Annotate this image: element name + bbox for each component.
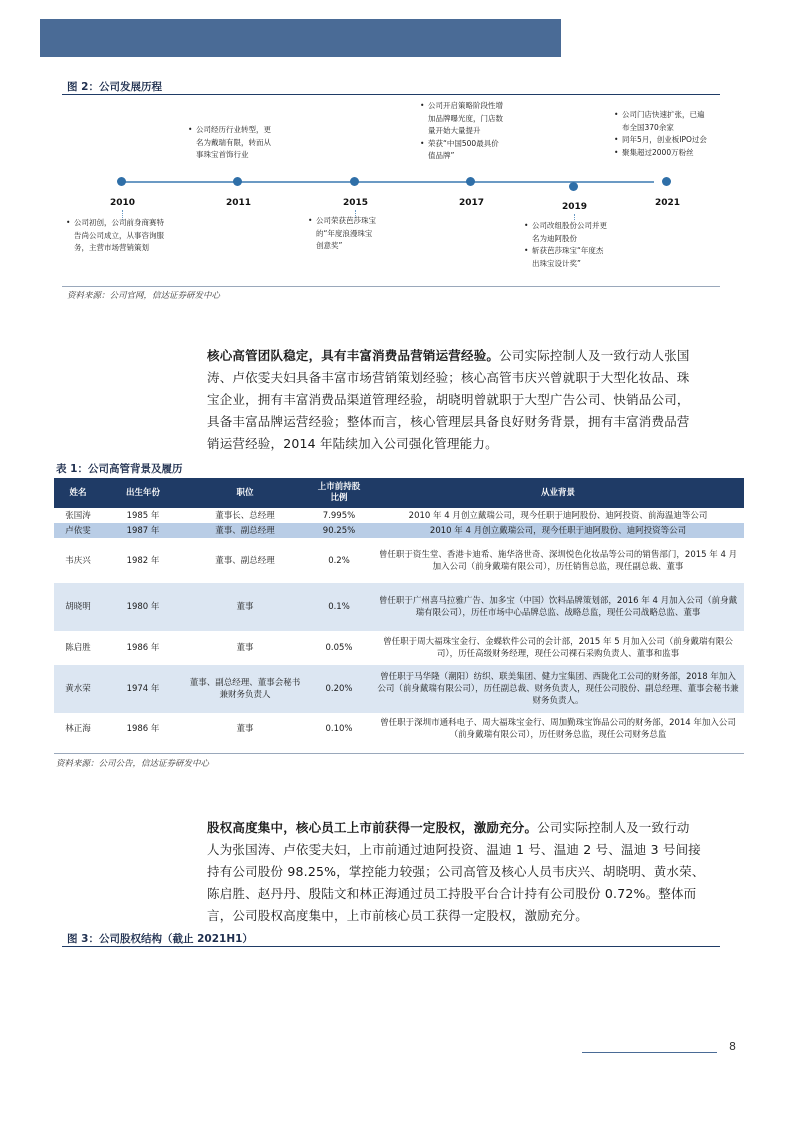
- table-row: 胡晓明 1980 年 董事 0.1% 曾任职于广州喜马拉雅广告、加多宝（中国）饮料品牌策划部，2016 年 4 月加入公司（前身戴瑞有限公司），历任市场中心品牌总监、战略总监，现任公司战略总监、董事: [54, 583, 744, 631]
- col-header-name: 姓名: [54, 478, 102, 508]
- milestone-year-2019: 2019: [562, 202, 588, 212]
- milestone-dot-2021: [662, 177, 671, 186]
- milestone-year-2011: 2011: [226, 198, 252, 208]
- col-header-birth-year: 出生年份: [102, 478, 184, 508]
- figure-3-title: 图 3：公司股权结构（截止 2021H1）: [67, 933, 253, 945]
- paragraph-management-team: 核心高管团队稳定，具有丰富消费品营销运营经验。公司实际控制人及一致行动人张国 涛、卢依雯夫妇具备丰富市场营销策划经验；核心高管韦庆兴曾就职于大型化妆品、珠 宝企业，拥有丰富消费品渠道管理经验，胡晓明曾就职于大型广告公司、快销品公司， 具备丰富品牌运营经验；整体而言，核心管理层具备良好财务背景，拥有丰富消费品营 销运营经验，2014 年陆续加入公司强化管理能力。: [207, 348, 690, 451]
- table-1-source: 资料来源：公司公告，信达证券研发中心: [56, 759, 210, 769]
- milestone-note-2021: • 公司门店快速扩张，已遍 布全国370余家 • 同年5月，创业板IPO过会 • 聚集超过2000万粉丝: [614, 110, 707, 157]
- table-row: 卢依雯 1987 年 董事、副总经理 90.25% 2010 年 4 月创立戴瑞公司，现今任职于迪阿股份、迪阿投资等公司: [54, 523, 744, 538]
- milestone-note-2019: • 公司改组股份公司并更 名为迪阿股份 • 斩获芭莎珠宝“年度杰 出珠宝设计奖”: [524, 221, 607, 268]
- table-row: 林正海 1986 年 董事 0.10% 曾任职于深圳市通科电子、周大福珠宝金行、周加勤珠宝饰品公司的财务部，2014 年加入公司（前身戴瑞有限公司），历任财务总监，现任公司财务总监: [65, 718, 736, 740]
- header-banner: [40, 19, 561, 57]
- paragraph-1-lead: 核心高管团队稳定，具有丰富消费品营销运营经验。: [207, 348, 500, 363]
- paragraph-equity-structure: 股权高度集中，核心员工上市前获得一定股权，激励充分。公司实际控制人及一致行动 人为张国涛、卢依雯夫妇，上市前通过迪阿投资、温迪 1 号、温迪 2 号、温迪 3 号间接 持有公司股份 98.25%，掌控能力较强；公司高管及核心人员韦庆兴、胡晓明、黄水荣、 陈启胜、赵丹丹、殷陆文和林正海通过员工持股平台合计持有公司股份 0.72%。整体而 言，公司股权高度集中，上市前核心员工获得一定股权，激励充分。: [207, 820, 705, 923]
- milestone-year-2021: 2021: [655, 198, 681, 208]
- milestone-dot-2015: [350, 177, 359, 186]
- table-row: 张国涛 1985 年 董事长、总经理 7.995% 2010 年 4 月创立戴瑞公司，现今任职于迪阿股份、迪阿投资、前海温迪等公司: [65, 510, 708, 521]
- milestone-year-2010: 2010: [110, 198, 136, 208]
- figure-2-bottom-rule: [62, 286, 720, 287]
- table-row: 陈启胜 1986 年 董事 0.05% 曾任职于周大福珠宝金行、金蝶软件公司的会计部，2015 年 5 月加入公司（前身戴瑞有限公司），历任高级财务经理，现任公司裸石采购负责人、董事和监事: [65, 637, 733, 659]
- table-1-bottom-rule: [54, 753, 744, 754]
- milestone-dot-2010: [117, 177, 126, 186]
- col-header-ratio: 上市前持股比例: [306, 478, 372, 508]
- milestone-year-2017: 2017: [459, 198, 485, 208]
- executive-table: [54, 478, 744, 745]
- milestone-dot-2017: [466, 177, 475, 186]
- milestone-dot-2011: [233, 177, 242, 186]
- milestone-note-2017: • 公司开启策略阶段性增 加品牌曝光度，门店数 量开始大量提升 • 荣获“中国500最具价 值品牌”: [420, 101, 503, 160]
- executive-table-wrap: [54, 478, 744, 745]
- figure-2-title: 图 2：公司发展历程: [67, 81, 162, 93]
- table-row: 黄水荣 1974 年 董事、副总经理、董事会秘书兼财务负责人 0.20% 曾任职于马华隆（潮阳）纺织、联美集团、健力宝集团、西陇化工公司的财务部，2018 年加入公司（前身戴瑞有限公司），历任副总裁、财务负责人，现任公司股份、副总经理、董事会秘书兼财务负责人。: [54, 665, 744, 713]
- col-header-position: 职位: [184, 478, 306, 508]
- paragraph-2-lead: 股权高度集中，核心员工上市前获得一定股权，激励充分。: [207, 820, 538, 835]
- milestone-year-2015: 2015: [343, 198, 369, 208]
- milestone-dot-2019: [569, 182, 578, 191]
- milestone-note-2010: • 公司初创，公司前身商赛特 告尚公司成立，从事咨询服 务，主营市场营销策划: [66, 218, 164, 252]
- table-1-title: 表 1：公司高管背景及履历: [56, 463, 183, 475]
- figure-3-top-rule: [62, 946, 720, 947]
- table-row: 韦庆兴 1982 年 董事、副总经理 0.2% 曾任职于资生堂、香港卡迪希、施华洛世奇、深圳悦色化妆品等公司的销售部门，2015 年 4 月加入公司（前身戴瑞有限公司），历任销售总监，现任副总裁、董事: [65, 549, 738, 572]
- timeline-figure: [62, 94, 720, 286]
- milestone-note-2015: • 公司荣获芭莎珠宝 的“年度浪漫珠宝 创意奖”: [308, 216, 376, 250]
- milestone-note-2011: • 公司经历行业转型，更 名为戴瑞有限，转而从 事珠宝首饰行业: [188, 125, 271, 159]
- col-header-background: 从业背景: [372, 478, 744, 508]
- page-number: 8: [729, 1040, 736, 1053]
- footer-rule: [582, 1052, 717, 1053]
- figure-2-source: 资料来源：公司官网，信达证券研发中心: [67, 291, 221, 301]
